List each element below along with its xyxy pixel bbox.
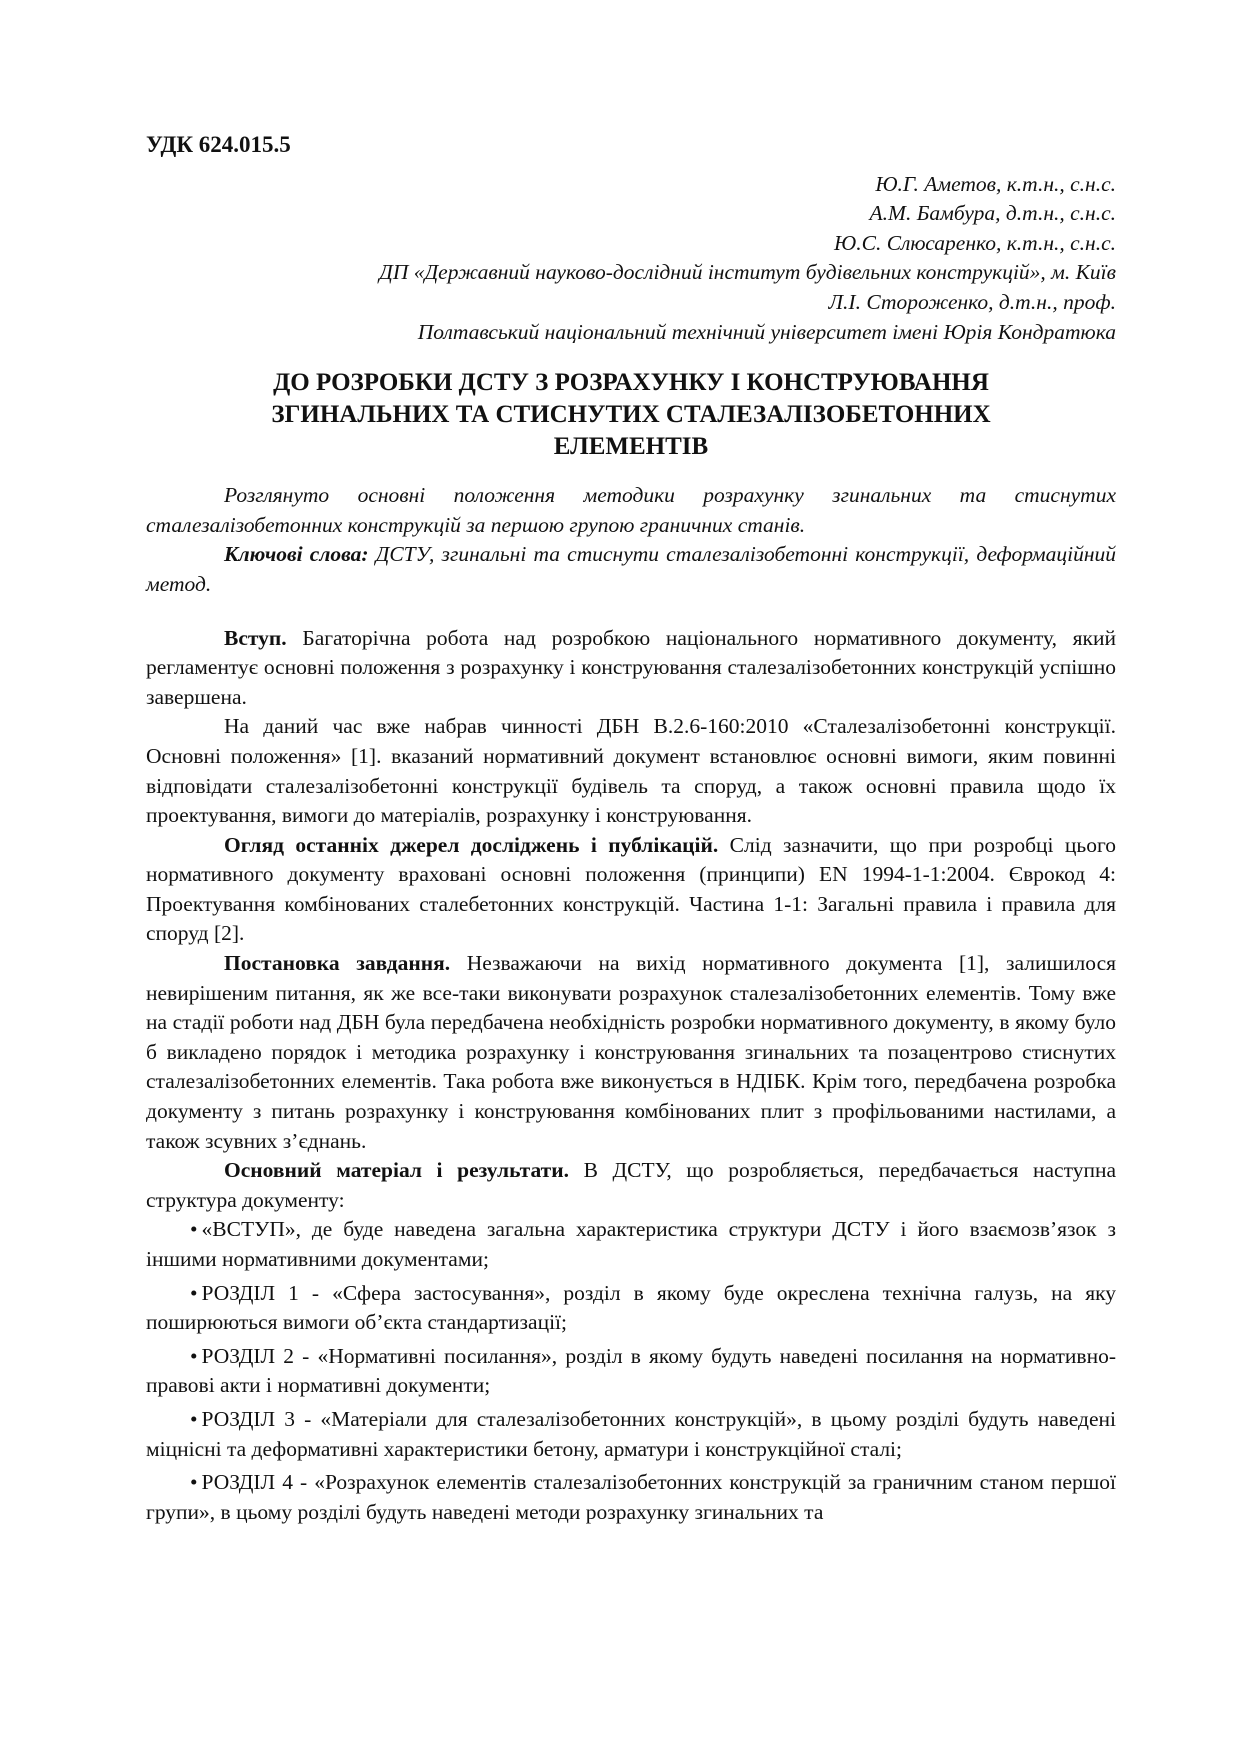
paragraph-heading: Основний матеріал і результати. — [224, 1158, 569, 1183]
bullet-icon: • — [190, 1280, 198, 1305]
list-item — [146, 1215, 1116, 1274]
paper-title — [146, 367, 1116, 463]
list-item-text: РОЗДІЛ 1 - «Сфера застосування», розділ в якому буде окреслена технічна галузь, на яку поширюються вимоги об’єкта стандартизації; — [146, 1280, 1116, 1335]
paragraph-main-results — [146, 1156, 1116, 1215]
paragraph-text: На даний час вже набрав чинності ДБН В.2.6-160:2010 «Сталезалізобетонні конструкції. Основні положення» [1]. вказаний нормативний документ встановлює основні вимоги, яким повинні відповідати сталезалізобетонні конструкції будівель та споруд, а також основні правила щодо їх проектування, вимоги до матеріалів, розрахунку і конструювання. — [146, 714, 1116, 828]
author-line: Л.І. Стороженко, д.т.н., проф. — [828, 289, 1116, 314]
paragraph-heading: Вступ. — [224, 625, 287, 650]
paragraph-text: Слід зазначити, що при розробці цього нормативного документу враховані основні положення (принципи) EN 1994-1-1:2004. Єврокод 4: Проектування комбінованих сталебетонних конструкцій. Частина 1-1: Загальні правила і правила для споруд [2]. — [146, 832, 1116, 946]
bullet-icon: • — [190, 1217, 198, 1242]
list-item — [146, 1342, 1116, 1401]
author-line: Ю.С. Слюсаренко, к.т.н., с.н.с. — [834, 230, 1116, 255]
list-item-text: РОЗДІЛ 2 - «Нормативні посилання», розділ в якому будуть наведені посилання на нормативно-правові акти і нормативні документи; — [146, 1343, 1116, 1398]
list-item-text: «ВСТУП», де буде наведена загальна характеристика структури ДСТУ і його взаємозв’язок з іншими нормативними документами; — [146, 1217, 1116, 1271]
abstract: Розглянуто основні положення методики розрахунку згинальних та стиснутих сталезалізобетонних конструкцій за першою групою граничних станів. — [146, 483, 1116, 537]
paragraph-text: Багаторічна робота над розробкою національного нормативного документу, який регламентує основні положення з розрахунку і конструювання сталезалізобетонних конструкцій успішно завершена. — [146, 625, 1116, 709]
bullet-icon: • — [190, 1406, 198, 1431]
title-line: ДО РОЗРОБКИ ДСТУ З РОЗРАХУНКУ І КОНСТРУЮВАННЯ — [273, 369, 989, 397]
bullet-icon: • — [190, 1470, 198, 1495]
section-spacer — [146, 600, 1116, 624]
author-line: Ю.Г. Аметов, к.т.н., с.н.с. — [875, 171, 1116, 196]
paragraph-literature-review — [146, 831, 1116, 949]
list-item — [146, 1279, 1116, 1338]
list-item-text: РОЗДІЛ 3 - «Матеріали для сталезалізобетонних конструкцій», в цьому розділі будуть наведені міцнісні та деформативні характеристики бетону, арматури і конструкційної сталі; — [146, 1406, 1116, 1461]
keywords-label: Ключові слова: — [224, 542, 369, 567]
author-line: А.М. Бамбура, д.т.н., с.н.с. — [869, 201, 1116, 226]
bullet-icon: • — [190, 1343, 198, 1368]
paragraph-text: В ДСТУ, що розробляється, передбачається наступна структура документу: — [146, 1158, 1117, 1212]
list-item — [146, 1405, 1116, 1464]
author-block — [146, 170, 1116, 348]
affiliation-line: ДП «Державний науково-дослідний інститут будівельних конструкцій», м. Київ — [379, 260, 1116, 285]
paragraph-heading: Постановка завдання. — [224, 951, 451, 976]
paragraph-heading: Огляд останніх джерел досліджень і публікацій. — [224, 832, 719, 857]
keywords — [146, 540, 1116, 599]
paragraph-text: Незважаючи на вихід нормативного документа [1], залишилося невирішеним питання, як же все-таки виконувати розрахунок сталезалізобетонних елементів. Тому вже на стадії роботи над ДБН була передбачена необхідність розробки нормативного документу, в якому було б викладено порядок і методика розрахунку і конструювання згинальних та позацентрово стиснутих сталезалізобетонних елементів. Така робота вже виконується в НДІБК. Крім того, передбачена розробка документу з питань розрахунку і конструювання комбінованих плит з профільованими настилами, а також зсувних з’єднань. — [146, 951, 1116, 1153]
list-item — [146, 1468, 1116, 1527]
title-line: ЕЛЕМЕНТІВ — [553, 433, 709, 461]
udc-code: УДК 624.015.5 — [146, 132, 291, 157]
paragraph-introduction — [146, 624, 1116, 713]
keywords-text: ДСТУ, згинальні та стиснути сталезалізобетонні конструкції, деформаційний метод. — [146, 542, 1116, 596]
paragraph-dbn — [146, 712, 1116, 830]
affiliation-line: Полтавський національний технічний університет імені Юрія Кондратюка — [417, 319, 1116, 344]
document-page — [146, 130, 1116, 1531]
title-line: ЗГИНАЛЬНИХ ТА СТИСНУТИХ СТАЛЕЗАЛІЗОБЕТОННИХ — [271, 401, 991, 429]
paragraph-problem-statement — [146, 949, 1116, 1156]
list-item-text: РОЗДІЛ 4 - «Розрахунок елементів сталезалізобетонних конструкцій за граничним станом першої групи», в цьому розділі будуть наведені методи розрахунку згинальних та — [146, 1470, 1116, 1524]
